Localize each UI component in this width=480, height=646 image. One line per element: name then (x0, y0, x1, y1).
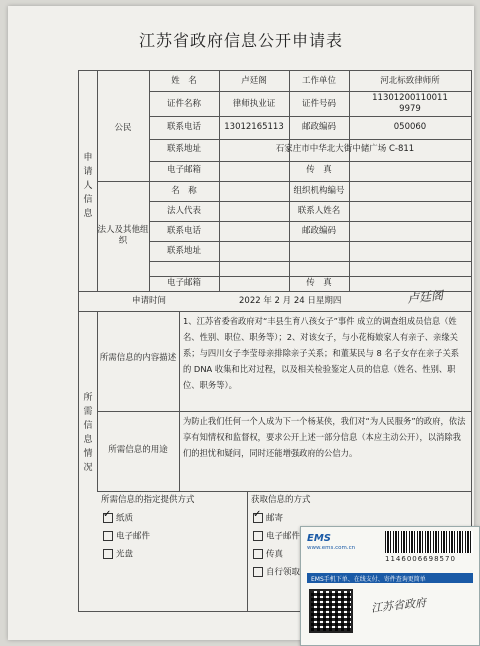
desc-label: 所需信息的内容描述 (99, 353, 177, 363)
tracking-number: 1146006698570 (385, 555, 456, 563)
org-phone-label: 联系电话 (166, 226, 201, 236)
id-value: 律师执业证 (232, 99, 276, 109)
citizen-label: 公民 (114, 123, 132, 133)
org-label: 法人及其他组织 (97, 225, 149, 246)
checkbox-icon[interactable] (103, 549, 113, 559)
form-title: 江苏省政府信息公开申请表 (138, 31, 343, 50)
id-no-label: 证件号码 (301, 99, 336, 109)
obtain-option-fax[interactable]: 传真 (253, 549, 283, 561)
provide-option-paper[interactable]: ✓纸质 (103, 513, 133, 525)
section-info-label: 所需信息情况 (83, 393, 93, 473)
org-rep-label: 法人代表 (166, 206, 201, 216)
obtain-option-pickup[interactable]: 自行领取 (253, 567, 300, 579)
org-contact-label: 联系人姓名 (297, 206, 341, 216)
name-value: 卢廷阁 (241, 76, 267, 86)
usage-text: 为防止我们任何一个人成为下一个杨某侠，我们对“为人民服务”的政府，依法享有知情权和监督权，要求公开上述一部分信息（本应主动公开），以消除我们的担忧和疑问，同时还能增强政府的公信力。 (183, 416, 466, 458)
org-zip-label: 邮政编码 (301, 226, 336, 236)
zip-label: 邮政编码 (301, 122, 336, 132)
org-name-label: 名 称 (171, 186, 197, 196)
zip-value: 050060 (393, 122, 427, 132)
obtain-label: 获取信息的方式 (251, 495, 311, 505)
checkbox-icon[interactable] (103, 513, 113, 523)
section-applicant-label: 申请人信息 (83, 153, 93, 219)
qr-code-icon (309, 589, 353, 633)
barcode-icon (385, 531, 473, 553)
provide-option-email[interactable]: 电子邮件 (103, 531, 150, 543)
id-no-value-1: 11301200110011 (372, 93, 448, 103)
checkbox-icon[interactable] (253, 549, 263, 559)
form-sheet (8, 6, 474, 640)
work-value: 河北标致律师所 (380, 76, 440, 86)
checkbox-icon[interactable] (103, 531, 113, 541)
signature: 卢廷阁 (406, 288, 444, 306)
name-label: 姓 名 (171, 76, 197, 86)
checkbox-icon[interactable] (253, 567, 263, 577)
checkbox-icon[interactable] (253, 513, 263, 523)
provide-option-disc[interactable]: 光盘 (103, 549, 133, 561)
apply-time-value: 2022 年 2 月 24 日星期四 (239, 296, 342, 306)
org-addr-label: 联系地址 (166, 246, 201, 256)
fax-label: 传 真 (306, 165, 332, 175)
phone-label: 联系电话 (166, 122, 201, 132)
provide-label: 所需信息的指定提供方式 (101, 495, 195, 505)
addr-label: 联系地址 (166, 144, 201, 154)
handwritten-note: 江苏省政府 (370, 596, 427, 615)
org-email-label: 电子邮箱 (166, 278, 201, 288)
desc-text: 1、江苏省委省政府对“丰县生育八孩女子”事件 成立的调查组成员信息（姓名、性别、职位、职务等）；2、对该女子，与小花梅娘家人有亲子、亲缘关系；与四川女子李莹母亲排除亲子关系；和董某民与 8 名子女存在亲子关系的 DNA 收集和比对过程，以及相关检验鉴定人员的信息（姓名、性别、职位、职务等）。 (183, 316, 460, 390)
apply-time-label: 申请时间 (131, 296, 166, 306)
obtain-option-email[interactable]: 电子邮件 (253, 531, 300, 543)
work-label: 工作单位 (301, 76, 336, 86)
id-label: 证件名称 (166, 99, 201, 109)
ems-band: EMS手机下单、在线支付、寄件查询更简单 (307, 573, 473, 583)
usage-label: 所需信息的用途 (108, 445, 168, 455)
phone-value: 13012165113 (224, 122, 284, 132)
ems-label (300, 526, 480, 646)
checkbox-icon[interactable] (253, 531, 263, 541)
org-fax-label: 传 真 (306, 278, 332, 288)
ems-website: www.ems.com.cn (307, 545, 356, 551)
org-code-label: 组织机构编号 (293, 186, 345, 196)
ems-logo: EMS (307, 533, 331, 544)
addr-value: 石家庄市中华北大街中储广场 C-811 (275, 144, 415, 154)
email-label: 电子邮箱 (166, 165, 201, 175)
obtain-option-mail[interactable]: ✓邮寄 (253, 513, 283, 525)
id-no-value-2: 9979 (399, 104, 421, 114)
